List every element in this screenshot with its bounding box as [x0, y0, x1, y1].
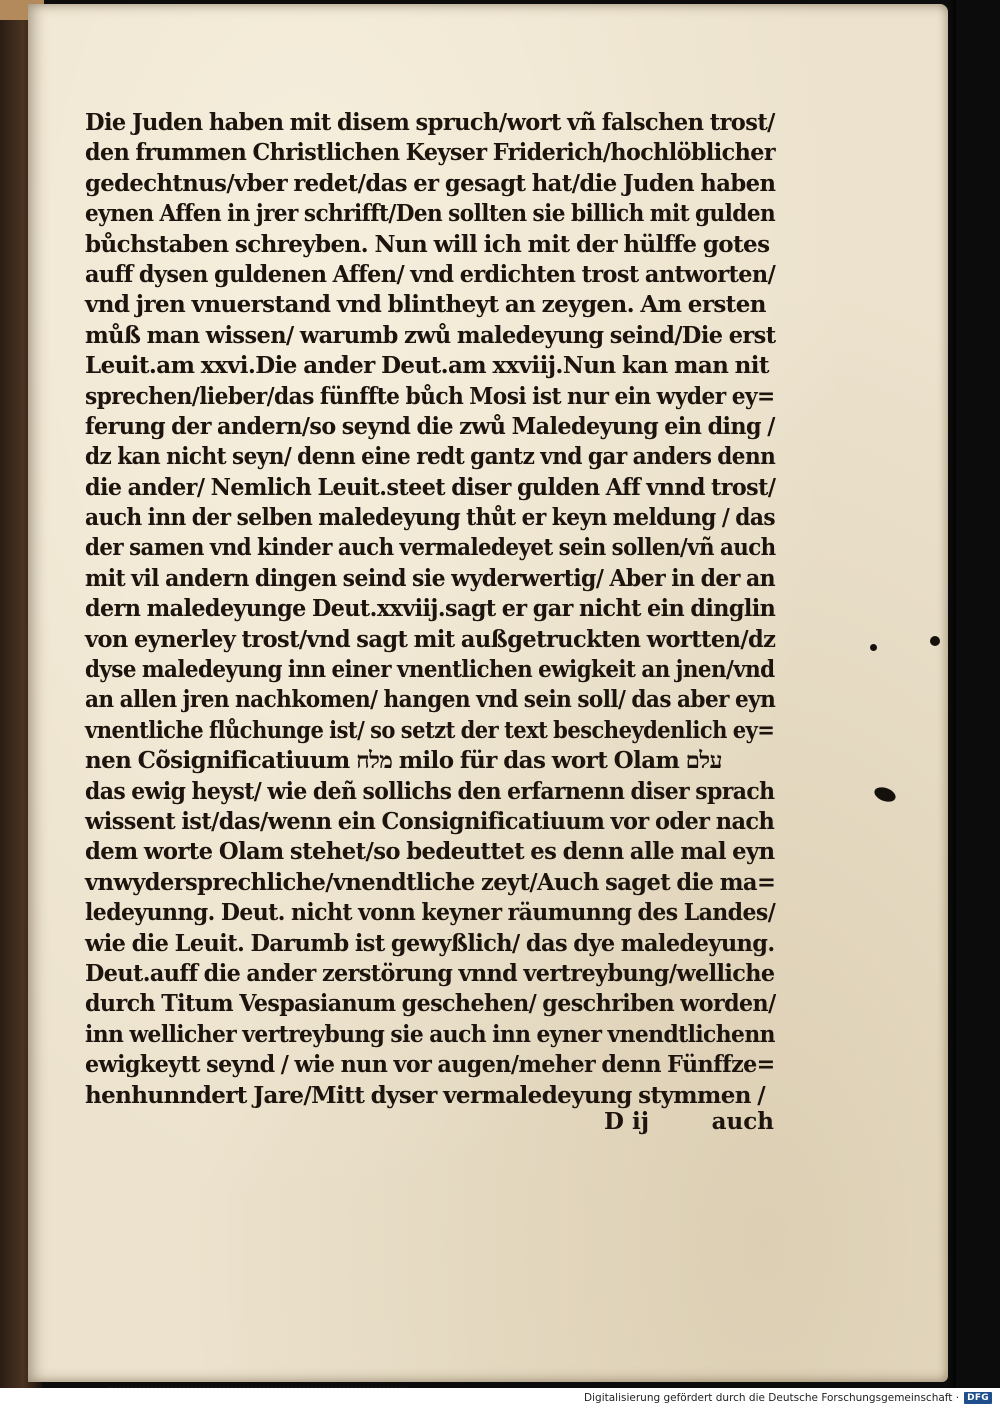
text-line: die ander/ Nemlich Leuit.steet diser gulden Aff vnnd trost/ — [85, 473, 776, 501]
text-line: von eynerley trost/vnd sagt mit außgetruckten wortten/dz — [85, 625, 776, 653]
text-line: das ewig heyst/ wie deñ sollichs den erfarnenn diser sprach — [85, 777, 775, 805]
body-text — [85, 108, 775, 1111]
text-line: vnentliche flůchunge ist/ so setzt der text bescheydenlich ey= — [85, 716, 775, 744]
digitization-footer — [0, 1388, 1000, 1408]
text-line: ledeyunng. Deut. nicht vonn keyner räumunng des Landes/ — [85, 899, 776, 927]
text-line: gedechtnus/vber redet/das er gesagt hat/die Juden haben — [85, 169, 776, 197]
text-line: ewigkeytt seynd / wie nun vor augen/meher denn Fünffze= — [85, 1051, 775, 1079]
text-line: henhunndert Jare/Mitt dyser vermaledeyung stymmen / — [85, 1081, 766, 1109]
catchword: auch — [711, 1108, 774, 1135]
text-line: dem worte Olam stehet/so bedeuttet es denn alle mal eyn — [85, 838, 775, 866]
signature-line — [604, 1108, 774, 1135]
text-line: nen Cõsignificatiuum מלח milo für das wort Olam עלם — [85, 747, 722, 775]
dfg-logo-icon: DFG — [964, 1392, 992, 1404]
signature-mark: D ij — [604, 1108, 650, 1135]
text-line: der samen vnd kinder auch vermaledeyet sein sollen/vñ auch — [85, 534, 776, 562]
text-line: sprechen/lieber/das fünffte bůch Mosi ist nur ein wyder ey= — [85, 382, 775, 410]
text-line: dyse maledeyung inn einer vnentlichen ewigkeit an jnen/vnd — [85, 656, 775, 684]
text-line: vnd jren vnuerstand vnd blintheyt an zeygen. Am ersten — [85, 291, 766, 319]
ink-spot — [872, 785, 897, 805]
text-line: vnwydersprechliche/vnendtliche zeyt/Auch saget die ma= — [85, 868, 776, 896]
text-line: můß man wissen/ warumb zwů maledeyung seind/Die erst — [85, 321, 776, 349]
page-edge-shadow — [948, 0, 956, 1388]
text-line: dern maledeyunge Deut.xxviij.sagt er gar nicht ein dinglin — [85, 595, 776, 623]
text-line: bůchstaben schreyben. Nun will ich mit der hülffe gotes — [85, 230, 770, 258]
text-line: den frummen Christlichen Keyser Friderich/hochlöblicher — [85, 139, 776, 167]
page-bottom-marks — [108, 1372, 408, 1388]
ink-spot — [870, 644, 877, 651]
footer-credit: Digitalisierung gefördert durch die Deutsche Forschungsgemeinschaft · — [584, 1392, 960, 1404]
text-line: durch Titum Vespasianum geschehen/ geschriben worden/ — [85, 990, 776, 1018]
text-line: dz kan nicht seyn/ denn eine redt gantz vnd gar anders denn — [85, 443, 776, 471]
text-line: wissent ist/das/wenn ein Consignificatiuum vor oder nach — [85, 807, 775, 835]
text-line: ferung der andern/so seynd die zwů Maledeyung ein ding / — [85, 412, 775, 440]
text-line: auff dysen guldenen Affen/ vnd erdichten trost antworten/ — [85, 260, 776, 288]
text-line: Leuit.am xxvi.Die ander Deut.am xxviij.Nun kan man nit — [85, 352, 769, 380]
text-line: mit vil andern dingen seind sie wyderwertig/ Aber in der an — [85, 564, 776, 592]
text-line: wie die Leuit. Darumb ist gewyßlich/ das dye maledeyung. — [85, 929, 775, 957]
text-line: Die Juden haben mit disem spruch/wort vñ falschen trost/ — [85, 109, 775, 136]
ink-spot — [930, 636, 940, 646]
text-line: an allen jren nachkomen/ hangen vnd sein soll/ das aber eyn — [85, 686, 776, 714]
text-line: inn wellicher vertreybung sie auch inn eyner vnendtlichenn — [85, 1020, 775, 1048]
text-line: auch inn der selben maledeyung thůt er keyn meldung / das — [85, 504, 776, 532]
text-line: Deut.auff die ander zerstörung vnnd vertreybung/welliche — [85, 959, 775, 987]
text-line: eynen Affen in jrer schrifft/Den sollten sie billich mit gulden — [85, 200, 776, 228]
